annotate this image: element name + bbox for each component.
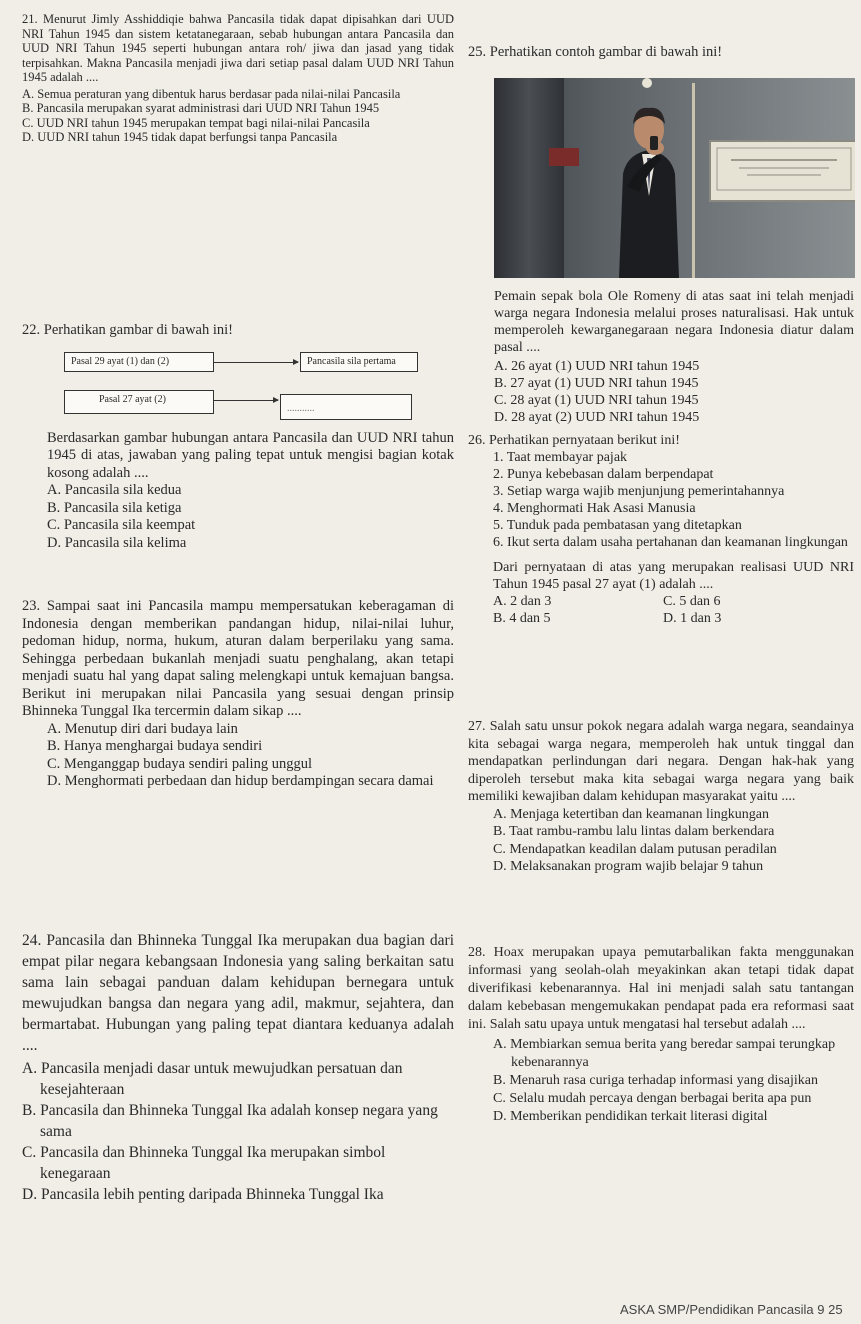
option-b[interactable]: B. Taat rambu-rambu lalu lintas dalam berkendara (493, 824, 775, 839)
option-list (22, 87, 454, 145)
diagram-box-empty: ........... (280, 394, 412, 420)
option-list (22, 1058, 454, 1205)
option-list (22, 721, 454, 791)
question-24 (22, 930, 454, 1205)
question-stem: Dari pernyataan di atas yang merupakan realisasi UUD NRI Tahun 1945 pasal 27 ayat (1) adalah .... (493, 560, 854, 592)
statement-item: 5. Tunduk pada pembatasan yang ditetapkan (493, 518, 742, 533)
question-23 (22, 598, 454, 791)
option-c[interactable]: C. 28 ayat (1) UUD NRI tahun 1945 (494, 393, 699, 408)
option-a[interactable]: A. Membiarkan semua berita yang beredar sampai terungkap kebenarannya (493, 1037, 836, 1070)
statement-item: 2. Punya kebebasan dalam berpendapat (493, 467, 714, 482)
diagram-box-pasal-27: Pasal 27 ayat (2) (64, 390, 214, 414)
option-d[interactable]: D. Memberikan pendidikan terkait literasi digital (493, 1109, 768, 1124)
question-25-body (494, 288, 854, 426)
photo-flagpole (692, 83, 695, 278)
statement-item: 6. Ikut serta dalam usaha pertahanan dan keamanan lingkungan (493, 535, 848, 550)
question-number: 23. (22, 598, 41, 614)
option-c[interactable]: C. Pancasila sila keempat (47, 517, 196, 533)
question-number: 27. (468, 719, 486, 734)
option-a[interactable]: A. Semua peraturan yang dibentuk harus berdasar pada nilai-nilai Pancasila (22, 86, 401, 101)
option-a[interactable]: A. 2 dan 3 (493, 594, 552, 609)
photo-banner (549, 148, 579, 166)
option-d[interactable]: D. Pancasila sila kelima (47, 534, 187, 551)
option-c[interactable]: C. UUD NRI tahun 1945 merupakan tempat bagi nilai-nilai Pancasila (22, 115, 370, 130)
option-b[interactable]: B. Menaruh rasa curiga terhadap informasi yang disajikan (493, 1073, 819, 1088)
question-number: 26. (468, 433, 486, 448)
option-grid (468, 593, 854, 627)
option-b[interactable]: B. 4 dan 5 (493, 611, 551, 626)
question-stem: 27. Salah satu unsur pokok negara adalah warga negara, seandainya kita sebagai warga negara, memperoleh hak untuk tinggal dan mendapatkan perlindungan dari negara. Dengan hak-hak yang diperoleh tersebut maka kita sebagai warga negara yang baik memiliki kewajiban dalam kehidupan masyarakat yaitu .... (468, 719, 854, 804)
question-number: 25. (468, 44, 487, 60)
question-number: 22. (22, 322, 41, 338)
question-stem: 21. Menurut Jimly Asshiddiqie bahwa Pancasila tidak dapat dipisahkan dari UUD NRI Tahun 1945 dan sistem ketatanegaraan, sebab hubungan antara Pancasila dan UUD NRI Tahun 1945 seperti hubungan antara roh/ jiwa dan jasad yang tidak terpisahkan. Makna Pancasila menjadi jiwa dari setiap pasal dalam UUD NRI Tahun 1945 adalah .... (22, 12, 455, 84)
option-a[interactable]: A. Pancasila sila kedua (47, 482, 182, 498)
relation-diagram (22, 348, 454, 424)
question-number: 21. (22, 12, 38, 26)
player-figure (609, 96, 689, 278)
option-a[interactable]: A. 26 ayat (1) UUD NRI tahun 1945 (494, 359, 700, 374)
certificate-lines (711, 142, 855, 196)
option-d[interactable]: D. 1 dan 3 (663, 611, 722, 626)
question-stem: 28. Hoax merupakan upaya pemutarbalikan fakta menggunakan informasi yang seolah-olah meyakinkan akan tetapi tidak dapat diverifikasi kebenarannya. Hal ini menjadi salah satu tantangan dalam kebebasan mengemukakan pendapat pada era reformasi saat ini. Salah satu upaya untuk mengatasi hal tersebut adalah .... (468, 945, 854, 1032)
statement-list (468, 449, 854, 551)
question-number: 28. (468, 945, 486, 960)
option-list (468, 1036, 854, 1126)
question-intro: 25. Perhatikan contoh gambar di bawah ini! (468, 44, 723, 60)
diagram-box-sila-pertama: Pancasila sila pertama (300, 352, 418, 372)
statement-item: 3. Setiap warga wajib menjunjung pemerintahannya (493, 484, 785, 499)
option-b[interactable]: B. Hanya menghargai budaya sendiri (47, 738, 263, 754)
question-25 (468, 44, 854, 62)
option-d[interactable]: D. Pancasila lebih penting daripada Bhinneka Tunggal Ika (22, 1186, 384, 1203)
diagram-arrow (214, 362, 298, 363)
question-stem: 23. Sampai saat ini Pancasila mampu mempersatukan keberagaman di Indonesia dengan memberikan pandangan hidup, nilai-nilai luhur, pedoman hidup, norma, hukum, aturan dalam berperilaku yang sama. Sehingga perbedaan bukanlah menjadi suatu penghalang, akan tetapi menjadi suatu hal yang dapat saling melengkapi untuk kemajuan bangsa. Berikut ini merupakan nilai Pancasila yang sesuai dengan prinsip Bhinneka Tunggal Ika tercermin dalam sikap .... (22, 598, 455, 719)
question-28 (468, 944, 854, 1126)
option-a[interactable]: A. Menutup diri dari budaya lain (47, 720, 238, 737)
diagram-arrow (214, 400, 278, 401)
question-27 (468, 718, 854, 876)
option-d[interactable]: D. UUD NRI tahun 1945 tidak dapat berfungsi tanpa Pancasila (22, 130, 338, 144)
question-stem: 24. Pancasila dan Bhinneka Tunggal Ika merupakan dua bagian dari empat pilar negara kebangsaan Indonesia yang saling berkaitan satu sama lain sebagai panduan dalam kehidupan bernegara untuk mewujudkan bangsa dan negara yang adil, makmur, sejahtera, dan bermartabat. Hubungan yang paling tepat diantara keduanya adalah .... (22, 932, 455, 1054)
option-list (22, 482, 454, 552)
page-footer: ASKA SMP/Pendidikan Pancasila 9 25 (620, 1302, 843, 1317)
option-b[interactable]: B. Pancasila sila ketiga (47, 499, 182, 516)
option-c[interactable]: C. Menganggap budaya sendiri paling unggul (47, 755, 312, 772)
option-c[interactable]: C. Selalu mudah percaya dengan berbagai berita apa pun (493, 1091, 812, 1106)
photo-curtain (494, 78, 564, 278)
question-21 (22, 12, 454, 145)
question-intro: 26. Perhatikan pernyataan berikut ini! (468, 433, 680, 448)
option-a[interactable]: A. Menjaga ketertiban dan keamanan lingkungan (493, 806, 770, 822)
option-list (468, 806, 854, 876)
question-26 (468, 432, 854, 627)
question-stem: Berdasarkan gambar hubungan antara Pancasila dan UUD NRI tahun 1945 di atas, jawaban yang paling tepat untuk mengisi bagian kotak kosong adalah .... (47, 429, 454, 481)
option-list (494, 358, 854, 426)
statement-item: 4. Menghormati Hak Asasi Manusia (493, 501, 696, 516)
question-stem: Pemain sepak bola Ole Romeny di atas saat ini telah menjadi warga negara Indonesia melalui proses naturalisasi. Hak untuk memperoleh kewarganegaraan negara Indonesia diatur dalam pasal .... (494, 289, 854, 355)
option-d[interactable]: D. Menghormati perbedaan dan hidup berdampingan secara damai (47, 773, 434, 789)
question-intro: 22. Perhatikan gambar di bawah ini! (22, 322, 233, 338)
option-c[interactable]: C. 5 dan 6 (663, 594, 721, 609)
option-a[interactable]: A. Pancasila menjadi dasar untuk mewujudkan persatuan dan kesejahteraan (22, 1060, 403, 1098)
option-c[interactable]: C. Mendapatkan keadilan dalam putusan peradilan (493, 841, 777, 857)
option-c[interactable]: C. Pancasila dan Bhinneka Tunggal Ika merupakan simbol kenegaraan (22, 1144, 386, 1182)
option-d[interactable]: D. 28 ayat (2) UUD NRI tahun 1945 (494, 410, 700, 425)
photo-light (642, 78, 652, 88)
question-22 (22, 322, 454, 552)
player-photo (494, 78, 855, 278)
option-b[interactable]: B. Pancasila merupakan syarat administrasi dari UUD NRI Tahun 1945 (22, 101, 380, 115)
photo-certificate-board (709, 140, 855, 202)
option-b[interactable]: B. Pancasila dan Bhinneka Tunggal Ika adalah konsep negara yang sama (22, 1102, 438, 1140)
diagram-box-pasal-29: Pasal 29 ayat (1) dan (2) (64, 352, 214, 372)
statement-item: 1. Taat membayar pajak (493, 450, 628, 465)
option-b[interactable]: B. 27 ayat (1) UUD NRI tahun 1945 (494, 376, 699, 391)
question-number: 24. (22, 932, 42, 949)
option-d[interactable]: D. Melaksanakan program wajib belajar 9 tahun (493, 859, 764, 874)
